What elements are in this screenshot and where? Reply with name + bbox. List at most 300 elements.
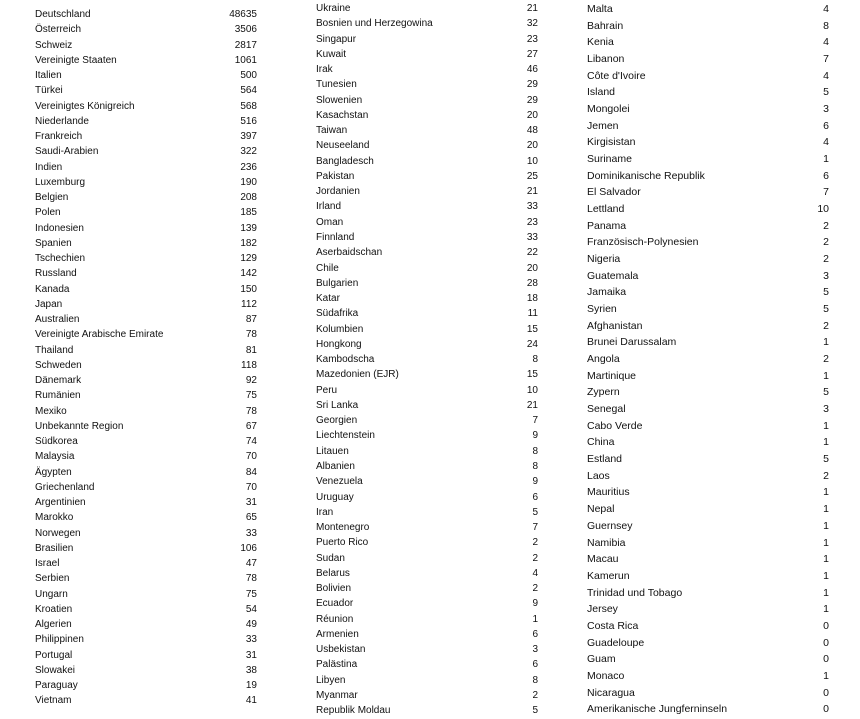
country-count: 70 [245, 481, 257, 493]
country-count: 139 [240, 222, 257, 234]
country-count: 4 [823, 136, 829, 149]
country-count: 3506 [234, 24, 257, 36]
country-count: 78 [245, 405, 257, 417]
list-item [35, 343, 257, 358]
country-name: Puerto Rico [316, 537, 369, 549]
country-count: 38 [245, 664, 257, 676]
country-name: Myanmar [316, 689, 358, 701]
list-item [35, 129, 257, 144]
country-count: 78 [245, 329, 257, 341]
country-name: Spanien [35, 237, 72, 249]
country-count: 2 [823, 253, 829, 266]
country-count: 106 [240, 542, 257, 554]
country-count: 1 [823, 586, 829, 599]
list-item [316, 123, 538, 138]
country-count: 1 [823, 603, 829, 616]
list-item [587, 18, 829, 35]
list-item [35, 541, 257, 556]
country-count: 6 [532, 491, 538, 503]
country-count: 20 [526, 262, 538, 274]
list-item [587, 101, 829, 118]
list-item [35, 419, 257, 434]
country-name: Peru [316, 384, 338, 396]
country-count: 81 [245, 344, 257, 356]
country-count: 208 [240, 192, 257, 203]
list-item [35, 449, 257, 464]
list-item [316, 444, 538, 459]
country-name: Irak [316, 64, 333, 76]
country-name: Kroatien [35, 603, 73, 615]
country-name: Marokko [35, 512, 74, 524]
list-item [35, 663, 257, 678]
country-name: Unbekannte Region [35, 420, 124, 432]
country-name: Guadeloupe [587, 636, 645, 649]
country-name: Kamerun [587, 569, 630, 582]
country-name: Senegal [587, 403, 626, 416]
list-item [587, 351, 829, 368]
list-item [35, 266, 257, 281]
country-name: Afghanistan [587, 319, 643, 332]
country-name: Schweden [35, 359, 82, 371]
list-item [316, 428, 538, 443]
list-item [587, 384, 829, 401]
country-name: Serbien [35, 573, 70, 585]
list-item [587, 301, 829, 318]
list-item [316, 367, 538, 382]
country-name: Lettland [587, 203, 625, 216]
country-name: Palästina [316, 659, 358, 671]
country-name: Französisch-Polynesien [587, 236, 699, 249]
country-count: 31 [245, 649, 257, 661]
country-count: 70 [245, 451, 257, 463]
list-item [587, 201, 829, 218]
list-item [316, 612, 538, 627]
country-count: 23 [526, 33, 538, 45]
country-count: 1 [823, 486, 829, 499]
country-name: Belgien [35, 192, 69, 203]
country-name: Malta [587, 3, 613, 15]
country-name: Martinique [587, 369, 637, 382]
list-item [316, 520, 538, 535]
country-count: 2 [532, 537, 538, 549]
country-name: Slowenien [316, 94, 363, 106]
country-count: 33 [526, 201, 538, 213]
country-name: Taiwan [316, 125, 348, 137]
country-count: 4 [823, 69, 829, 82]
list-item [35, 556, 257, 571]
country-name: Angola [587, 353, 620, 366]
country-count: 84 [245, 466, 257, 478]
country-count: 41 [245, 695, 257, 707]
country-count: 5 [532, 705, 538, 717]
country-name: Guatemala [587, 269, 639, 282]
list-item [35, 602, 257, 617]
country-name: Finnland [316, 231, 355, 243]
country-name: Pakistan [316, 170, 355, 182]
country-name: Estland [587, 453, 623, 466]
list-item [587, 51, 829, 68]
list-item [316, 32, 538, 47]
list-item [316, 276, 538, 291]
country-count: 20 [526, 109, 538, 121]
country-count: 9 [532, 430, 538, 442]
country-count: 75 [245, 390, 257, 402]
country-name: Jamaika [587, 286, 627, 299]
country-name: Algerien [35, 619, 72, 630]
country-count: 4 [823, 3, 829, 15]
country-count: 46 [526, 64, 538, 76]
country-name: Tunesien [316, 79, 357, 91]
list-item [587, 334, 829, 351]
country-name: Nepal [587, 503, 615, 516]
country-name: Mexiko [35, 405, 67, 417]
country-column-1 [35, 7, 257, 709]
list-item [587, 151, 829, 168]
country-count: 0 [823, 619, 829, 632]
country-name: Frankreich [35, 131, 83, 142]
country-count: 65 [245, 512, 257, 524]
country-count: 3 [823, 403, 829, 416]
country-name: Montenegro [316, 522, 370, 534]
country-name: Brasilien [35, 542, 74, 554]
list-item [316, 551, 538, 566]
list-item [587, 585, 829, 602]
country-count: 1 [823, 336, 829, 349]
country-count: 8 [532, 460, 538, 472]
country-name: Island [587, 86, 616, 99]
list-item [316, 596, 538, 611]
list-item [316, 199, 538, 214]
country-name: Kolumbien [316, 323, 364, 335]
country-count: 9 [532, 476, 538, 488]
country-count: 3 [532, 644, 538, 656]
country-count: 3 [823, 269, 829, 282]
list-item [587, 251, 829, 268]
list-item [35, 495, 257, 510]
country-name: Irland [316, 201, 342, 213]
country-name: Venezuela [316, 476, 363, 488]
country-name: Liechtenstein [316, 430, 375, 442]
country-count: 49 [245, 619, 257, 630]
country-name: Bangladesch [316, 155, 374, 167]
country-count: 33 [245, 527, 257, 539]
country-name: Vereinigtes Königreich [35, 100, 135, 112]
country-name: Rumänien [35, 390, 81, 402]
country-count: 1 [823, 669, 829, 682]
list-item [35, 38, 257, 53]
country-count: 54 [245, 603, 257, 615]
country-count: 19 [245, 680, 257, 691]
list-item [35, 693, 257, 708]
country-count: 5 [532, 506, 538, 518]
list-item [35, 236, 257, 251]
country-name: Schweiz [35, 39, 73, 51]
country-name: Kasachstan [316, 109, 369, 121]
country-name: Neuseeland [316, 140, 370, 152]
list-item [587, 184, 829, 201]
list-item [587, 318, 829, 335]
country-column-3 [587, 1, 829, 718]
country-count: 2 [823, 469, 829, 482]
country-name: Südafrika [316, 308, 359, 320]
country-name: Kambodscha [316, 354, 375, 366]
country-count: 190 [240, 176, 257, 188]
country-count: 185 [240, 207, 257, 219]
country-count: 9 [532, 598, 538, 610]
country-name: Kenia [587, 36, 614, 49]
list-item [316, 703, 538, 718]
list-item [587, 601, 829, 618]
country-name: Belarus [316, 567, 350, 579]
country-name: Jemen [587, 119, 619, 132]
list-item [316, 16, 538, 31]
list-item [316, 138, 538, 153]
country-name: Deutschland [35, 9, 91, 20]
country-count: 10 [526, 155, 538, 167]
list-item [35, 510, 257, 525]
list-item [35, 465, 257, 480]
country-count: 78 [245, 573, 257, 585]
country-name: Libanon [587, 53, 625, 66]
list-item [35, 358, 257, 373]
list-item [316, 291, 538, 306]
list-item [587, 34, 829, 51]
country-name: El Salvador [587, 186, 641, 199]
country-count: 6 [532, 628, 538, 640]
list-item [35, 53, 257, 68]
country-name: Dominikanische Republik [587, 169, 705, 182]
country-name: Norwegen [35, 527, 81, 539]
country-count: 20 [526, 140, 538, 152]
country-name: Aserbaidschan [316, 247, 383, 259]
list-item [316, 505, 538, 520]
list-item [316, 490, 538, 505]
country-name: Ecuador [316, 598, 354, 610]
country-count: 31 [245, 497, 257, 508]
country-name: Jordanien [316, 186, 360, 198]
list-item [316, 688, 538, 703]
list-item [35, 434, 257, 449]
country-name: Republik Moldau [316, 705, 391, 717]
country-count: 1 [823, 553, 829, 566]
country-count: 1 [823, 519, 829, 532]
country-count: 67 [245, 420, 257, 432]
list-item [35, 388, 257, 403]
list-item [316, 62, 538, 77]
list-item [587, 418, 829, 435]
country-name: Thailand [35, 344, 74, 356]
list-item [587, 134, 829, 151]
country-count: 47 [245, 558, 257, 569]
country-name: Türkei [35, 85, 63, 97]
country-name: Slowakei [35, 664, 76, 676]
country-count: 15 [526, 323, 538, 335]
country-name: Amerikanische Jungferninseln [587, 703, 728, 716]
country-count: 397 [240, 131, 257, 142]
country-name: Vereinigte Staaten [35, 54, 117, 66]
list-item [316, 566, 538, 581]
country-name: Argentinien [35, 497, 86, 508]
country-name: Katar [316, 293, 340, 305]
country-count: 2 [823, 353, 829, 366]
country-name: Kirgisistan [587, 136, 636, 149]
country-count: 11 [527, 308, 538, 320]
country-name: Vereinigte Arabische Emirate [35, 329, 164, 341]
list-item [316, 169, 538, 184]
country-count: 15 [526, 369, 538, 381]
list-item [587, 368, 829, 385]
country-count: 21 [526, 3, 538, 14]
country-count: 118 [241, 359, 257, 371]
list-item [35, 83, 257, 98]
country-count: 4 [823, 36, 829, 49]
list-item [587, 168, 829, 185]
country-name: Bosnien und Herzegowina [316, 18, 433, 30]
list-item [35, 648, 257, 663]
country-name: Suriname [587, 153, 632, 166]
country-count: 7 [532, 522, 538, 534]
country-name: Nigeria [587, 253, 621, 266]
country-name: Paraguay [35, 680, 78, 691]
list-item [35, 190, 257, 205]
country-name: Malaysia [35, 451, 75, 463]
country-name: Côte d'Ivoire [587, 69, 646, 82]
country-count: 568 [240, 100, 257, 112]
list-item [35, 312, 257, 327]
list-item [587, 568, 829, 585]
list-item [316, 413, 538, 428]
list-item [587, 518, 829, 535]
country-column-2 [316, 1, 538, 718]
country-name: Luxemburg [35, 176, 86, 188]
country-name: Ukraine [316, 3, 351, 14]
country-count: 29 [526, 79, 538, 91]
country-name: Uruguay [316, 491, 354, 503]
country-count: 10 [817, 203, 829, 216]
list-item [316, 230, 538, 245]
list-item [35, 175, 257, 190]
country-name: Sri Lanka [316, 399, 359, 411]
list-item [587, 401, 829, 418]
country-count: 32 [526, 18, 538, 30]
country-count: 1 [823, 436, 829, 449]
country-name: Israel [35, 558, 60, 569]
country-count: 8 [532, 445, 538, 457]
country-count: 2 [823, 219, 829, 232]
country-count: 5 [823, 386, 829, 399]
list-item [587, 668, 829, 685]
country-count: 33 [245, 634, 257, 646]
list-item [35, 327, 257, 342]
list-item [316, 215, 538, 230]
list-item [35, 480, 257, 495]
country-count: 7 [532, 415, 538, 427]
country-count: 2 [532, 552, 538, 564]
list-item [316, 657, 538, 672]
country-name: Albanien [316, 460, 355, 472]
list-item [587, 651, 829, 668]
list-item [316, 459, 538, 474]
country-count: 1 [823, 536, 829, 549]
country-name: Mauritius [587, 486, 630, 499]
country-name: Costa Rica [587, 619, 639, 632]
country-count: 29 [526, 94, 538, 106]
list-item [316, 245, 538, 260]
list-item [35, 373, 257, 388]
country-name: Russland [35, 268, 77, 280]
list-item [587, 234, 829, 251]
country-name: Cabo Verde [587, 419, 643, 432]
country-name: Österreich [35, 24, 82, 36]
country-count: 182 [240, 237, 257, 249]
country-name: Philippinen [35, 634, 84, 646]
list-item [35, 678, 257, 693]
country-count: 2 [532, 583, 538, 595]
country-name: Bolivien [316, 583, 352, 595]
list-item [316, 306, 538, 321]
list-item [35, 114, 257, 129]
country-count: 25 [526, 170, 538, 182]
list-item [587, 434, 829, 451]
country-count: 5 [823, 286, 829, 299]
list-item [316, 581, 538, 596]
country-count: 0 [823, 703, 829, 716]
country-count: 92 [245, 375, 257, 386]
country-name: Trinidad und Tobago [587, 586, 683, 599]
country-name: Panama [587, 219, 627, 232]
country-count: 1 [823, 569, 829, 582]
list-item [316, 642, 538, 657]
country-count: 8 [532, 674, 538, 686]
list-item [35, 68, 257, 83]
country-count: 7 [823, 53, 829, 66]
country-name: Litauen [316, 445, 349, 457]
country-count: 5 [823, 453, 829, 466]
country-name: Monaco [587, 669, 625, 682]
list-item [587, 551, 829, 568]
country-name: Polen [35, 207, 61, 219]
list-item [316, 352, 538, 367]
list-item [316, 322, 538, 337]
country-name: Griechenland [35, 481, 95, 493]
list-item [587, 284, 829, 301]
country-name: Singapur [316, 33, 357, 45]
country-count: 1 [532, 613, 538, 625]
country-name: Usbekistan [316, 644, 366, 656]
list-item [35, 526, 257, 541]
list-item [587, 1, 829, 18]
list-item [587, 268, 829, 285]
country-name: Südkorea [35, 436, 78, 447]
country-name: Armenien [316, 628, 359, 640]
list-item [316, 261, 538, 276]
country-count: 3 [823, 103, 829, 116]
country-count: 1 [823, 369, 829, 382]
list-item [587, 701, 829, 718]
list-item [316, 108, 538, 123]
country-count: 1 [823, 153, 829, 166]
country-count: 74 [245, 436, 257, 447]
country-count: 1 [823, 419, 829, 432]
country-count: 18 [526, 293, 538, 305]
list-item [316, 383, 538, 398]
list-item [35, 251, 257, 266]
country-count: 1 [823, 503, 829, 516]
country-count: 8 [823, 19, 829, 32]
country-name: Syrien [587, 303, 617, 316]
country-name: Macau [587, 553, 619, 566]
country-name: Zypern [587, 386, 620, 399]
